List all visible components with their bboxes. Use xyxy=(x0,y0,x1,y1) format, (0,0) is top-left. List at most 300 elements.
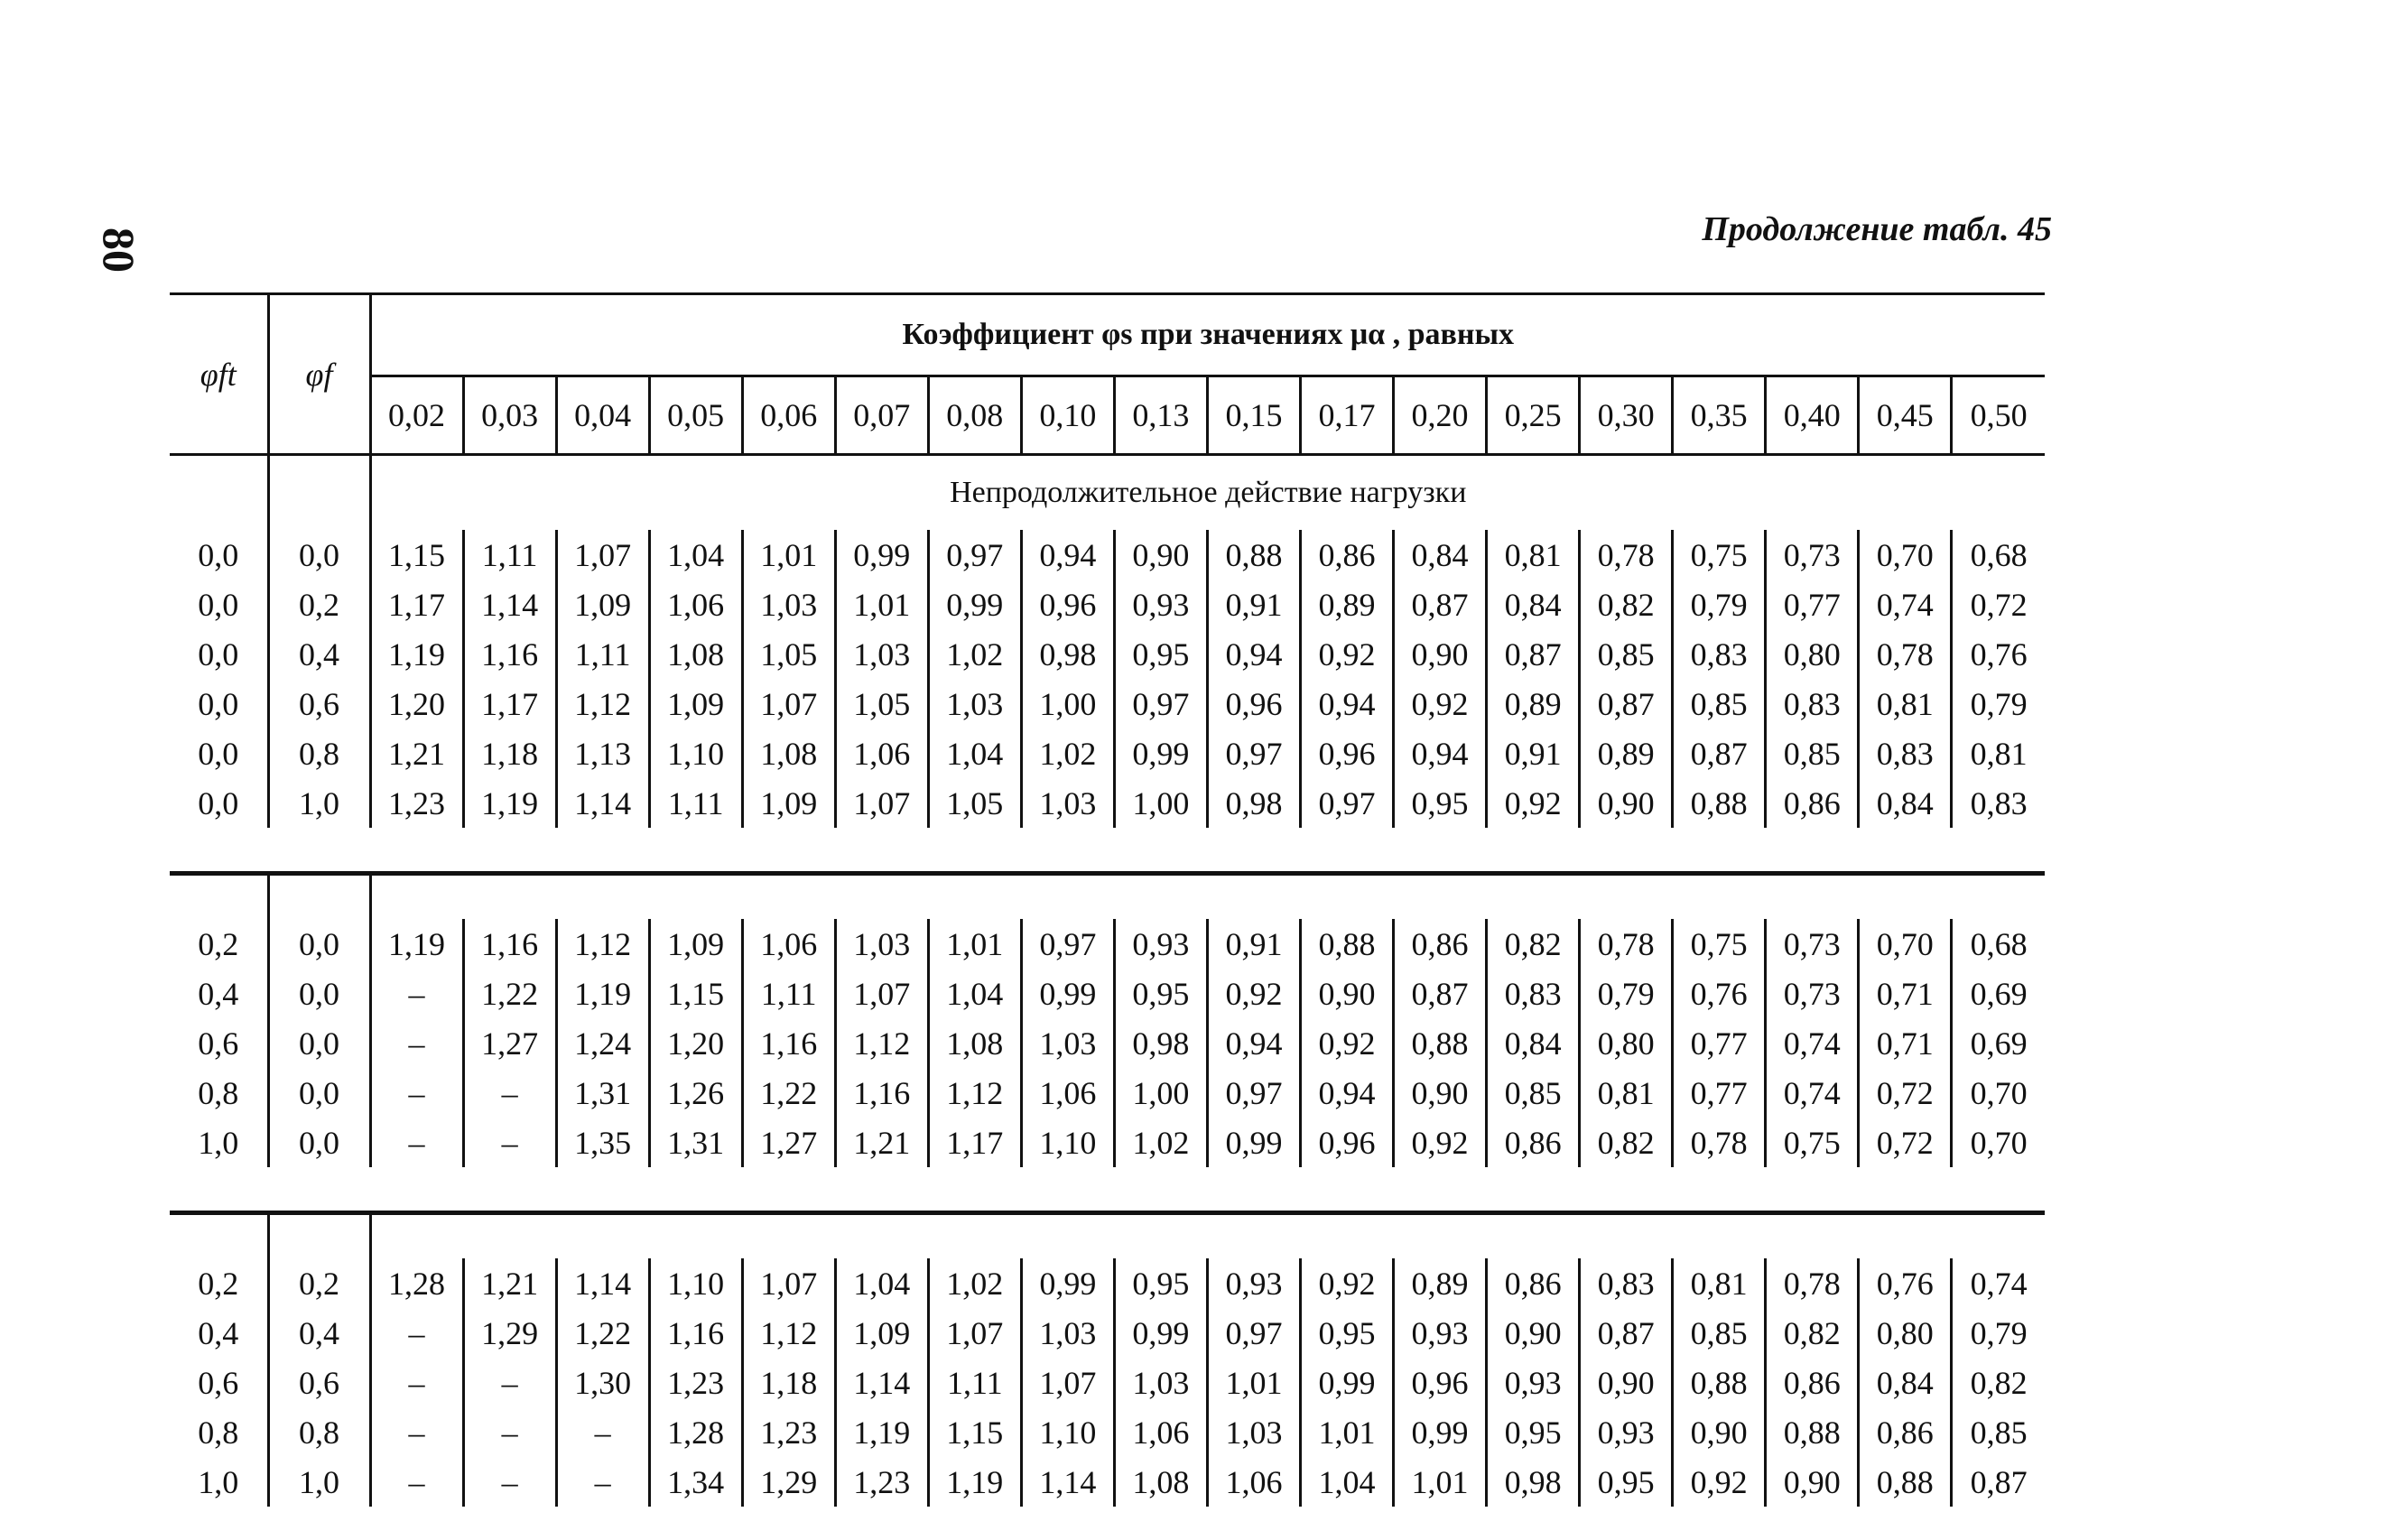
value-cell: 0,73 xyxy=(1766,919,1859,969)
coefficient-table xyxy=(170,292,2045,1507)
value-cell: 0,93 xyxy=(1207,1258,1300,1308)
value-cell: 0,95 xyxy=(1114,629,1207,679)
value-cell: 0,94 xyxy=(1394,728,1487,778)
value-cell: 0,82 xyxy=(1766,1308,1859,1358)
mu-value-header: 0,08 xyxy=(928,376,1021,455)
mu-value-header: 0,02 xyxy=(370,376,463,455)
value-cell: 1,05 xyxy=(928,778,1021,828)
value-cell: 0,97 xyxy=(1207,1308,1300,1358)
value-cell: 1,17 xyxy=(463,679,556,728)
value-cell: 0,92 xyxy=(1300,1018,1393,1068)
value-cell: 0,78 xyxy=(1766,1258,1859,1308)
phi-f-cell: 0,8 xyxy=(268,728,370,778)
value-cell: 0,73 xyxy=(1766,969,1859,1018)
value-cell: 0,93 xyxy=(1487,1358,1580,1407)
value-cell: 1,34 xyxy=(649,1457,742,1507)
table-row xyxy=(170,1457,2045,1507)
value-cell: 0,79 xyxy=(1952,679,2045,728)
header-phi-f: φf xyxy=(268,294,370,455)
value-cell: 0,99 xyxy=(1300,1358,1393,1407)
value-cell: 1,08 xyxy=(928,1018,1021,1068)
value-cell: 0,87 xyxy=(1394,580,1487,629)
value-cell: 1,29 xyxy=(742,1457,835,1507)
value-cell: 1,16 xyxy=(742,1018,835,1068)
value-cell: 1,12 xyxy=(556,919,649,969)
value-cell: 0,83 xyxy=(1859,728,1952,778)
phi-f-cell: 0,0 xyxy=(268,1118,370,1167)
value-cell: – xyxy=(463,1358,556,1407)
value-cell: 1,09 xyxy=(556,580,649,629)
value-cell: 1,01 xyxy=(835,580,928,629)
value-cell: 0,95 xyxy=(1114,1258,1207,1308)
value-cell: 0,85 xyxy=(1952,1407,2045,1457)
value-cell: 0,87 xyxy=(1394,969,1487,1018)
phi-f-cell: 0,6 xyxy=(268,1358,370,1407)
value-cell: 1,19 xyxy=(556,969,649,1018)
value-cell: 1,03 xyxy=(1021,1018,1114,1068)
value-cell: 0,88 xyxy=(1766,1407,1859,1457)
value-cell: 0,76 xyxy=(1952,629,2045,679)
value-cell: 0,96 xyxy=(1300,1118,1393,1167)
value-cell: 1,17 xyxy=(928,1118,1021,1167)
value-cell: 0,97 xyxy=(928,530,1021,580)
value-cell: 1,26 xyxy=(649,1068,742,1118)
phi-f-cell: 0,0 xyxy=(268,919,370,969)
value-cell: 0,94 xyxy=(1300,1068,1393,1118)
value-cell: 0,84 xyxy=(1394,530,1487,580)
value-cell: 0,86 xyxy=(1487,1118,1580,1167)
value-cell: 0,86 xyxy=(1487,1258,1580,1308)
value-cell: 0,87 xyxy=(1580,1308,1673,1358)
value-cell: 1,10 xyxy=(1021,1118,1114,1167)
table-row xyxy=(170,679,2045,728)
section-title-row xyxy=(170,455,2045,531)
value-cell: 0,92 xyxy=(1300,1258,1393,1308)
value-cell: 0,95 xyxy=(1300,1308,1393,1358)
group-gap xyxy=(170,874,2045,920)
value-cell: 1,11 xyxy=(556,629,649,679)
value-cell: 1,06 xyxy=(1114,1407,1207,1457)
value-cell: 1,22 xyxy=(556,1308,649,1358)
value-cell: 0,87 xyxy=(1487,629,1580,679)
value-cell: 0,87 xyxy=(1952,1457,2045,1507)
phi-f-cell: 0,8 xyxy=(268,1407,370,1457)
value-cell: – xyxy=(408,1364,425,1401)
value-cell: 1,01 xyxy=(1394,1457,1487,1507)
spacer xyxy=(170,455,268,531)
value-cell: 0,75 xyxy=(1673,530,1766,580)
page-number: 80 xyxy=(94,227,144,273)
spacer xyxy=(370,1213,2045,1259)
value-cell: 1,19 xyxy=(463,778,556,828)
value-cell: 0,83 xyxy=(1766,679,1859,728)
value-cell: 0,79 xyxy=(1673,580,1766,629)
value-cell: 0,99 xyxy=(1021,1258,1114,1308)
value-cell: 0,89 xyxy=(1394,1258,1487,1308)
value-cell: 0,94 xyxy=(1207,1018,1300,1068)
value-cell: 1,06 xyxy=(835,728,928,778)
header-row-top xyxy=(170,294,2045,376)
value-cell: 0,92 xyxy=(1394,1118,1487,1167)
table-body xyxy=(170,455,2045,1508)
value-cell: 1,15 xyxy=(649,969,742,1018)
value-cell: 0,90 xyxy=(1114,530,1207,580)
phi-ft-cell: 0,4 xyxy=(170,969,268,1018)
value-cell: 0,90 xyxy=(1487,1308,1580,1358)
value-cell: 1,04 xyxy=(928,728,1021,778)
value-cell: 0,86 xyxy=(1766,1358,1859,1407)
value-cell: 0,83 xyxy=(1673,629,1766,679)
phi-ft-cell: 0,0 xyxy=(170,530,268,580)
phi-ft-cell: 0,8 xyxy=(170,1068,268,1118)
value-cell: 1,29 xyxy=(463,1308,556,1358)
value-cell: 0,80 xyxy=(1580,1018,1673,1068)
value-cell: 1,04 xyxy=(928,969,1021,1018)
value-cell: 0,72 xyxy=(1859,1118,1952,1167)
value-cell: 0,68 xyxy=(1952,530,2045,580)
value-cell: 0,84 xyxy=(1859,1358,1952,1407)
value-cell: 0,92 xyxy=(1207,969,1300,1018)
table-row xyxy=(170,580,2045,629)
value-cell: 0,91 xyxy=(1207,919,1300,969)
separator-cell xyxy=(170,1167,2045,1213)
phi-f-cell: 1,0 xyxy=(268,1457,370,1507)
value-cell: 0,99 xyxy=(1207,1118,1300,1167)
value-cell: 0,94 xyxy=(1300,679,1393,728)
value-cell: 1,28 xyxy=(649,1407,742,1457)
phi-f-cell: 0,0 xyxy=(268,1068,370,1118)
value-cell: 1,03 xyxy=(835,919,928,969)
value-cell: 0,94 xyxy=(1021,530,1114,580)
value-cell: 1,11 xyxy=(742,969,835,1018)
value-cell: 0,78 xyxy=(1673,1118,1766,1167)
value-cell: 0,73 xyxy=(1766,530,1859,580)
value-cell: 0,92 xyxy=(1300,629,1393,679)
phi-ft-cell: 1,0 xyxy=(170,1118,268,1167)
value-cell: 1,09 xyxy=(649,919,742,969)
value-cell: 0,77 xyxy=(1673,1068,1766,1118)
value-cell: 0,72 xyxy=(1859,1068,1952,1118)
value-cell: 1,05 xyxy=(835,679,928,728)
value-cell: 0,85 xyxy=(1580,629,1673,679)
value-cell: 0,98 xyxy=(1207,778,1300,828)
value-cell: 0,90 xyxy=(1673,1407,1766,1457)
value-cell: 1,22 xyxy=(742,1068,835,1118)
value-cell: 1,14 xyxy=(556,778,649,828)
table-row xyxy=(170,778,2045,828)
value-cell: 1,19 xyxy=(835,1407,928,1457)
value-cell: 0,86 xyxy=(1300,530,1393,580)
value-cell: 0,88 xyxy=(1859,1457,1952,1507)
group-separator xyxy=(170,828,2045,874)
value-cell: 1,14 xyxy=(463,580,556,629)
value-cell: 0,74 xyxy=(1766,1068,1859,1118)
value-cell: 0,95 xyxy=(1394,778,1487,828)
value-cell: 0,84 xyxy=(1487,1018,1580,1068)
phi-f-cell: 0,2 xyxy=(268,580,370,629)
table-row xyxy=(170,1358,2045,1407)
phi-ft-cell: 0,0 xyxy=(170,778,268,828)
value-cell: 0,85 xyxy=(1673,679,1766,728)
phi-ft-cell: 0,6 xyxy=(170,1018,268,1068)
value-cell: 1,00 xyxy=(1114,778,1207,828)
value-cell: 0,99 xyxy=(1114,1308,1207,1358)
value-cell: 1,05 xyxy=(742,629,835,679)
value-cell: – xyxy=(556,1407,649,1457)
value-cell: 0,86 xyxy=(1394,919,1487,969)
value-cell: 0,70 xyxy=(1859,530,1952,580)
value-cell: 1,22 xyxy=(463,969,556,1018)
value-cell: – xyxy=(556,1457,649,1507)
value-cell: 1,03 xyxy=(928,679,1021,728)
value-cell: 1,09 xyxy=(742,778,835,828)
value-cell: 1,02 xyxy=(928,629,1021,679)
value-cell: 0,81 xyxy=(1952,728,2045,778)
value-cell: 1,03 xyxy=(742,580,835,629)
value-cell: 1,21 xyxy=(463,1258,556,1308)
mu-value-header: 0,04 xyxy=(556,376,649,455)
value-cell: 0,86 xyxy=(1766,778,1859,828)
value-cell: 1,12 xyxy=(742,1308,835,1358)
value-cell: 0,99 xyxy=(928,580,1021,629)
mu-value-header: 0,15 xyxy=(1207,376,1300,455)
phi-ft-cell: 0,6 xyxy=(170,1358,268,1407)
value-cell: 0,88 xyxy=(1300,919,1393,969)
value-cell: 0,85 xyxy=(1673,1308,1766,1358)
value-cell: 0,80 xyxy=(1766,629,1859,679)
value-cell: 1,03 xyxy=(1207,1407,1300,1457)
value-cell: 1,07 xyxy=(928,1308,1021,1358)
phi-ft-cell: 0,0 xyxy=(170,679,268,728)
value-cell: 0,89 xyxy=(1300,580,1393,629)
value-cell: 0,86 xyxy=(1859,1407,1952,1457)
group-gap xyxy=(170,1213,2045,1259)
spacer xyxy=(268,874,370,920)
value-cell: 0,90 xyxy=(1394,1068,1487,1118)
value-cell: 0,69 xyxy=(1952,969,2045,1018)
mu-value-header: 0,03 xyxy=(463,376,556,455)
value-cell: 1,35 xyxy=(556,1118,649,1167)
value-cell: 1,20 xyxy=(649,1018,742,1068)
value-cell: 1,07 xyxy=(835,969,928,1018)
value-cell: 0,90 xyxy=(1580,778,1673,828)
value-cell: 0,83 xyxy=(1580,1258,1673,1308)
value-cell: 1,02 xyxy=(1021,728,1114,778)
mu-value-header: 0,30 xyxy=(1580,376,1673,455)
value-cell: 1,01 xyxy=(1207,1358,1300,1407)
value-cell: 0,71 xyxy=(1859,969,1952,1018)
value-cell: 1,27 xyxy=(742,1118,835,1167)
value-cell: 0,97 xyxy=(1021,919,1114,969)
phi-ft-cell: 0,0 xyxy=(170,728,268,778)
value-cell: 1,03 xyxy=(1021,1308,1114,1358)
value-cell: 1,01 xyxy=(742,530,835,580)
value-cell: 1,03 xyxy=(835,629,928,679)
value-cell: 1,30 xyxy=(556,1358,649,1407)
value-cell: 1,08 xyxy=(742,728,835,778)
mu-value-header: 0,20 xyxy=(1394,376,1487,455)
value-cell: 1,23 xyxy=(388,784,446,821)
value-cell: 0,96 xyxy=(1207,679,1300,728)
value-cell: 0,98 xyxy=(1114,1018,1207,1068)
phi-f-cell: 0,2 xyxy=(268,1258,370,1308)
value-cell: 0,84 xyxy=(1859,778,1952,828)
value-cell: 0,95 xyxy=(1114,969,1207,1018)
value-cell: 0,95 xyxy=(1487,1407,1580,1457)
separator-cell xyxy=(170,828,2045,874)
value-cell: 1,21 xyxy=(388,735,446,772)
value-cell: 0,91 xyxy=(1207,580,1300,629)
phi-ft-cell: 0,2 xyxy=(170,919,268,969)
header-mu-values xyxy=(170,376,2045,455)
value-cell: 0,82 xyxy=(1580,1118,1673,1167)
value-cell: 0,88 xyxy=(1207,530,1300,580)
value-cell: 1,06 xyxy=(1021,1068,1114,1118)
value-cell: 0,70 xyxy=(1952,1068,2045,1118)
value-cell: 0,74 xyxy=(1952,1258,2045,1308)
value-cell: 0,75 xyxy=(1766,1118,1859,1167)
phi-ft-cell: 1,0 xyxy=(170,1457,268,1507)
value-cell: 0,98 xyxy=(1487,1457,1580,1507)
mu-value-header: 0,50 xyxy=(1952,376,2045,455)
value-cell: 0,83 xyxy=(1487,969,1580,1018)
value-cell: 0,93 xyxy=(1394,1308,1487,1358)
value-cell: 0,78 xyxy=(1580,919,1673,969)
table-row xyxy=(170,530,2045,580)
value-cell: 1,28 xyxy=(388,1265,446,1302)
value-cell: 1,02 xyxy=(928,1258,1021,1308)
table-row xyxy=(170,919,2045,969)
value-cell: 0,97 xyxy=(1207,728,1300,778)
value-cell: 1,14 xyxy=(835,1358,928,1407)
value-cell: 0,85 xyxy=(1487,1068,1580,1118)
value-cell: – xyxy=(408,975,425,1012)
value-cell: 1,16 xyxy=(835,1068,928,1118)
value-cell: 0,90 xyxy=(1300,969,1393,1018)
value-cell: 0,96 xyxy=(1300,728,1393,778)
phi-ft-cell: 0,0 xyxy=(170,629,268,679)
value-cell: 0,90 xyxy=(1394,629,1487,679)
header-phi-ft: φft xyxy=(170,294,268,455)
value-cell: 0,75 xyxy=(1673,919,1766,969)
phi-f-cell: 0,4 xyxy=(268,1308,370,1358)
group-separator xyxy=(170,1167,2045,1213)
value-cell: 0,70 xyxy=(1952,1118,2045,1167)
value-cell: 0,70 xyxy=(1859,919,1952,969)
value-cell: 0,93 xyxy=(1580,1407,1673,1457)
value-cell: 1,07 xyxy=(742,1258,835,1308)
value-cell: 0,77 xyxy=(1766,580,1859,629)
mu-value-header: 0,40 xyxy=(1766,376,1859,455)
value-cell: 1,10 xyxy=(1021,1407,1114,1457)
value-cell: 1,24 xyxy=(556,1018,649,1068)
value-cell: 0,99 xyxy=(1394,1407,1487,1457)
value-cell: 1,12 xyxy=(835,1018,928,1068)
value-cell: 0,76 xyxy=(1859,1258,1952,1308)
value-cell: 1,12 xyxy=(556,679,649,728)
value-cell: 0,78 xyxy=(1859,629,1952,679)
value-cell: 0,87 xyxy=(1673,728,1766,778)
value-cell: 1,04 xyxy=(649,530,742,580)
value-cell: 1,02 xyxy=(1114,1118,1207,1167)
value-cell: 0,89 xyxy=(1487,679,1580,728)
value-cell: 1,23 xyxy=(835,1457,928,1507)
value-cell: 1,18 xyxy=(742,1358,835,1407)
table-row xyxy=(170,1068,2045,1118)
value-cell: – xyxy=(408,1414,425,1451)
value-cell: 1,19 xyxy=(388,925,446,962)
phi-f-cell: 0,0 xyxy=(268,969,370,1018)
value-cell: 1,11 xyxy=(649,778,742,828)
value-cell: 0,85 xyxy=(1766,728,1859,778)
value-cell: 1,15 xyxy=(928,1407,1021,1457)
value-cell: 0,94 xyxy=(1207,629,1300,679)
phi-f-cell: 1,0 xyxy=(268,778,370,828)
value-cell: 1,18 xyxy=(463,728,556,778)
value-cell: 1,06 xyxy=(1207,1457,1300,1507)
spacer xyxy=(170,1213,268,1259)
table-row xyxy=(170,1018,2045,1068)
value-cell: 0,88 xyxy=(1394,1018,1487,1068)
spacer xyxy=(370,874,2045,920)
value-cell: 1,00 xyxy=(1114,1068,1207,1118)
value-cell: 0,93 xyxy=(1114,919,1207,969)
value-cell: – xyxy=(463,1068,556,1118)
value-cell: 0,72 xyxy=(1952,580,2045,629)
value-cell: 0,68 xyxy=(1952,919,2045,969)
value-cell: – xyxy=(463,1407,556,1457)
value-cell: 1,10 xyxy=(649,1258,742,1308)
mu-value-header: 0,06 xyxy=(742,376,835,455)
value-cell: 0,74 xyxy=(1766,1018,1859,1068)
value-cell: 1,04 xyxy=(1300,1457,1393,1507)
value-cell: 0,79 xyxy=(1952,1308,2045,1358)
phi-ft-cell: 0,8 xyxy=(170,1407,268,1457)
value-cell: 0,97 xyxy=(1300,778,1393,828)
phi-ft-cell: 0,4 xyxy=(170,1308,268,1358)
value-cell: 1,14 xyxy=(556,1258,649,1308)
value-cell: 0,88 xyxy=(1673,778,1766,828)
value-cell: 1,06 xyxy=(742,919,835,969)
value-cell: 1,10 xyxy=(649,728,742,778)
value-cell: 0,93 xyxy=(1114,580,1207,629)
table-row xyxy=(170,969,2045,1018)
value-cell: 1,23 xyxy=(742,1407,835,1457)
mu-value-header: 0,45 xyxy=(1859,376,1952,455)
table-row xyxy=(170,1258,2045,1308)
value-cell: 0,95 xyxy=(1580,1457,1673,1507)
mu-value-header: 0,10 xyxy=(1021,376,1114,455)
phi-f-cell: 0,0 xyxy=(268,530,370,580)
value-cell: 0,84 xyxy=(1487,580,1580,629)
spacer xyxy=(268,1213,370,1259)
value-cell: 0,99 xyxy=(1114,728,1207,778)
table-caption: Продолжение табл. 45 xyxy=(1702,210,2052,248)
value-cell: – xyxy=(463,1118,556,1167)
value-cell: 1,31 xyxy=(649,1118,742,1167)
value-cell: 0,83 xyxy=(1952,778,2045,828)
value-cell: – xyxy=(408,1314,425,1351)
value-cell: 1,08 xyxy=(649,629,742,679)
value-cell: – xyxy=(408,1124,425,1161)
value-cell: 0,92 xyxy=(1673,1457,1766,1507)
value-cell: 0,97 xyxy=(1114,679,1207,728)
mu-value-header: 0,13 xyxy=(1114,376,1207,455)
value-cell: 0,88 xyxy=(1673,1358,1766,1407)
value-cell: 0,82 xyxy=(1487,919,1580,969)
value-cell: – xyxy=(408,1025,425,1062)
phi-ft-cell: 0,2 xyxy=(170,1258,268,1308)
